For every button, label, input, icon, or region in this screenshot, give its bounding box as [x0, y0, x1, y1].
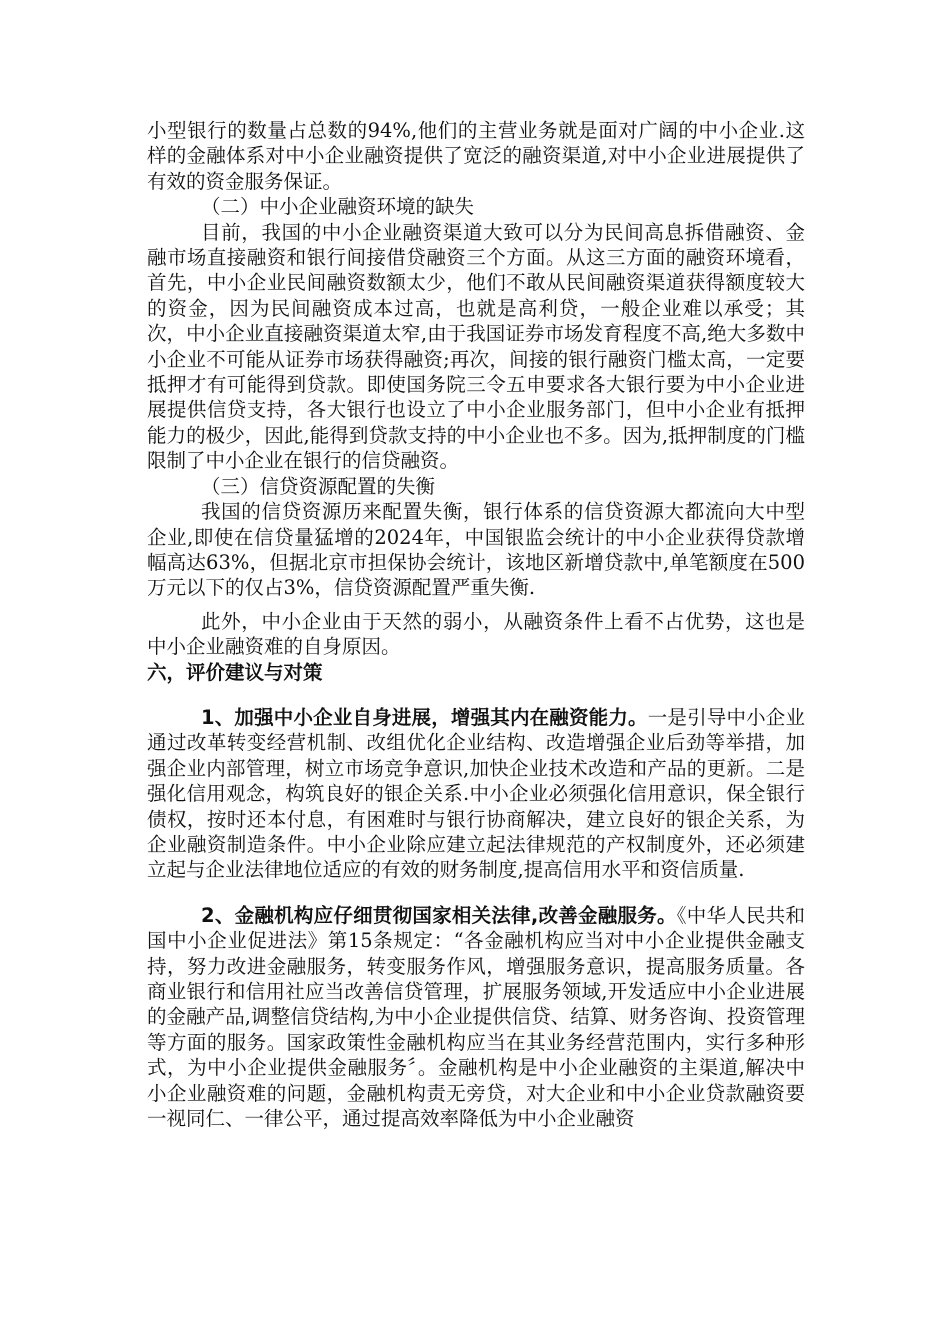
section-title-6: 六，评价建议与对策	[147, 660, 323, 684]
document-page	[147, 118, 805, 1131]
paragraph-additional: 此外，中小企业由于天然的弱小，从融资条件上看不占优势，这也是中小企业融资难的自身原因。	[147, 609, 805, 659]
paragraph-intro: 小型银行的数量占总数的94%,他们的主营业务就是面对广阔的中小企业.这样的金融体系对中小企业融资提供了宽泛的融资渠道,对中小企业进展提供了有效的资金服务保证。	[147, 119, 805, 193]
subsection-title-3: （三）信贷资源配置的失衡	[201, 474, 436, 498]
paragraph-financing-environment: 目前，我国的中小企业融资渠道大致可以分为民间高息拆借融资、金融市场直接融资和银行间接借贷融资三个方面。从这三方面的融资环境看，首先，中小企业民间融资数额太少，他们不敢从民间融资渠道获得额度较大的资金，因为民间融资成本过高，也就是高利贷，一般企业难以承受；其次，中小企业直接融资渠道太窄,由于我国证券市场发育程度不高,绝大多数中小企业不可能从证券市场获得融资;再次，间接的银行融资门槛太高，一定要抵押才有可能得到贷款。即使国务院三令五申要求各大银行要为中小企业进展提供信贷支持，各大银行也设立了中小企业服务部门，但中小企业有抵押能力的极少，因此,能得到贷款支持的中小企业也不多。因为,抵押制度的门槛限制了中小企业在银行的信贷融资。	[147, 220, 805, 473]
recommendation-item-1	[147, 705, 805, 883]
recommendation-item-1-heading: 1、加强中小企业自身进展，增强其内在融资能力。	[201, 705, 648, 729]
recommendation-item-2-heading: 2、金融机构应仔细贯彻国家相关法律,改善金融服务。	[201, 903, 677, 927]
recommendation-item-1-body: 一是引导中小企业通过改革转变经营机制、改组优化企业结构、改造增强企业后劲等举措，加强企业内部管理，树立市场竞争意识,加快企业技术改造和产品的更新。二是强化信用观念，构筑良好的银企关系.中小企业必须强化信用意识，保全银行债权，按时还本付息，有困难时与银行协商解决，建立良好的银企关系，为企业融资制造条件。中小企业除应建立起法律规范的产权制度外，还必须建立起与企业法律地位适应的有效的财务制度,提高信用水平和资信质量.	[147, 705, 805, 882]
recommendation-item-2-body: 《中华人民共和国中小企业促进法》第15条规定：“各金融机构应当对中小企业提供金融支持，努力改进金融服务，转变服务作风，增强服务意识，提高服务质量。各商业银行和信用社应当改善信贷管理，扩展服务领域,开发适应中小企业进展的金融产品,调整信贷结构,为中小企业提供信贷、结算、财务咨询、投资管理等方面的服务。国家政策性金融机构应当在其业务经营范围内，实行多种形式，为中小企业提供金融服务〞。金融机构是中小企业融资的主渠道,解决中小企业融资难的问题，金融机构责无旁贷，对大企业和中小企业贷款融资要一视同仁、一律公平，通过提高效率降低为中小企业融资	[147, 903, 805, 1131]
paragraph-credit-allocation: 我国的信贷资源历来配置失衡，银行体系的信贷资源大都流向大中型企业,即使在信贷量猛增的2024年，中国银监会统计的中小企业获得贷款增幅高达63%，但据北京市担保协会统计，该地区新增贷款中,单笔额度在500万元以下的仅占3%，信贷资源配置严重失衡.	[147, 500, 805, 600]
subsection-title-2: （二）中小企业融资环境的缺失	[201, 195, 475, 219]
recommendation-item-2	[147, 903, 805, 1132]
